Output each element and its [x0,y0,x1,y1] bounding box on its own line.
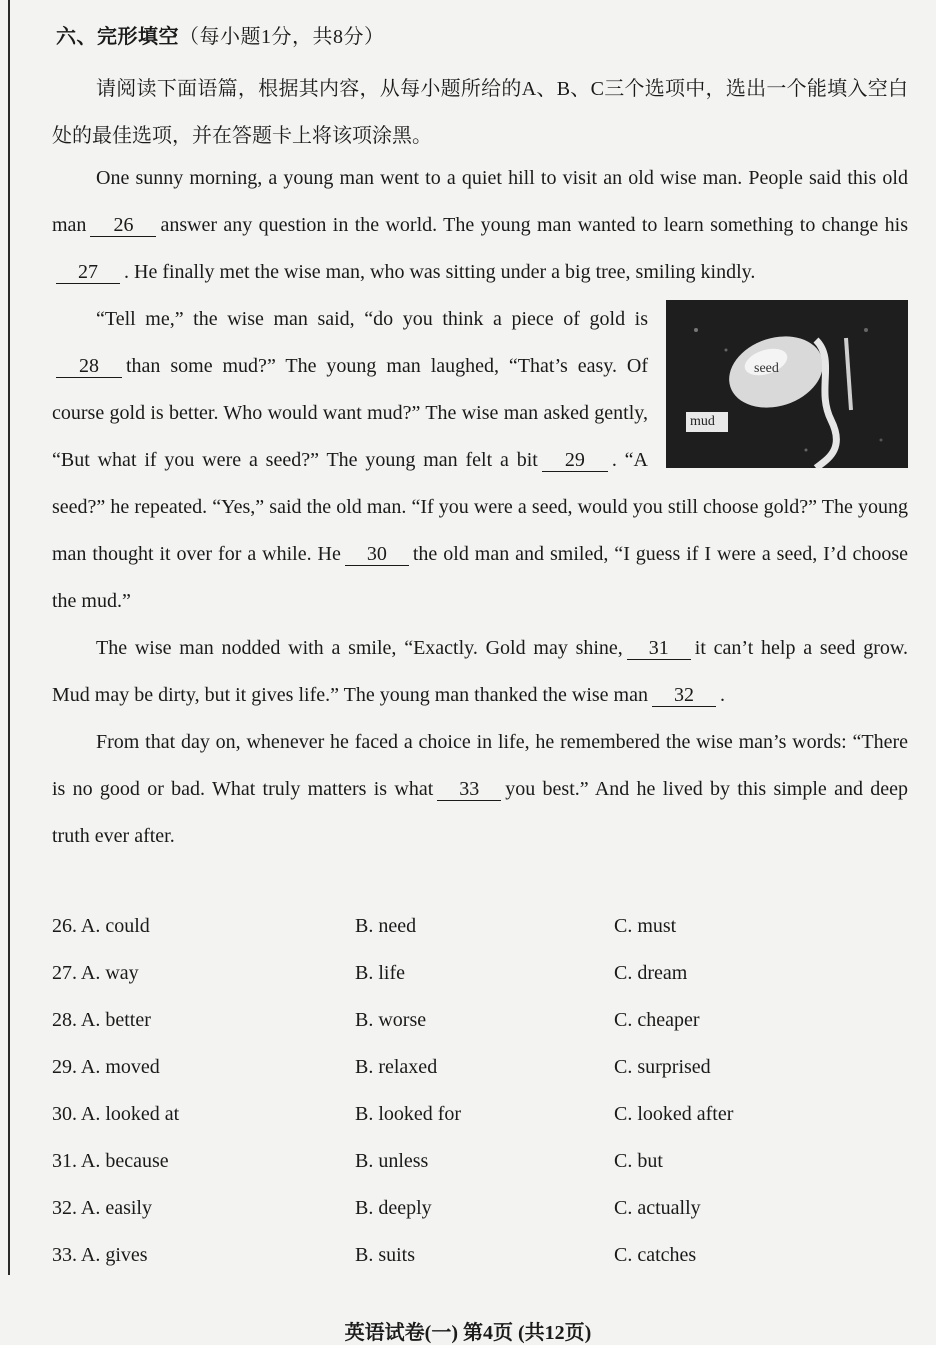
question-row [52,1234,908,1281]
option-b[interactable]: B. life [355,962,405,984]
passage-paragraph-3 [52,625,908,719]
option-c[interactable]: C. surprised [614,1056,711,1078]
option-a[interactable]: 27. A. way [52,962,139,984]
seed-mud-illustration [666,300,908,468]
option-a[interactable]: 28. A. better [52,1009,151,1031]
option-b[interactable]: B. unless [355,1150,429,1172]
passage-text: it can’t help a seed grow. Mud may be dirty, but it gives life.” The young man thanked the wise man [52,637,908,706]
option-a[interactable]: 33. A. gives [52,1244,148,1266]
option-b[interactable]: B. need [355,915,417,937]
section-heading [56,20,385,49]
seed-label: seed [754,361,779,376]
question-row [52,1187,908,1234]
option-a[interactable]: 26. A. could [52,915,150,937]
option-c[interactable]: C. actually [614,1197,701,1219]
passage-text: From that day on, whenever he faced a choice in life, he remembered the wise man’s words: “There is no good or bad. What truly matters is what [52,731,908,800]
blank-32[interactable]: 32 [652,684,716,707]
option-b[interactable]: B. relaxed [355,1056,438,1078]
section-score: （每小题1分，共8分） [179,26,385,48]
blank-27[interactable]: 27 [56,261,120,284]
question-row [52,1140,908,1187]
option-c[interactable]: C. dream [614,962,688,984]
passage-paragraph-2 [52,296,908,625]
passage-text: . “A seed?” he repeated. “Yes,” said the old man. “If you were a seed, would you still choose gold?” The young man thought it over for a while. He [52,449,908,565]
option-c[interactable]: C. cheaper [614,1009,700,1031]
question-options [52,905,908,1281]
blank-31[interactable]: 31 [627,637,691,660]
passage-text: The wise man nodded with a smile, “Exactly. Gold may shine, [96,637,623,659]
blank-30[interactable]: 30 [345,543,409,566]
passage-text: . [720,684,725,706]
passage-text: . He finally met the wise man, who was sitting under a big tree, smiling kindly. [124,261,756,283]
seed-mud-graphic [666,300,908,468]
option-b[interactable]: B. deeply [355,1197,432,1219]
option-c[interactable]: C. must [614,915,677,937]
instruction-text: 请阅读下面语篇，根据其内容，从每小题所给的A、B、C三个选项中，选出一个能填入空白处的最佳选项，并在答题卡上将该项涂黑。 [52,78,908,147]
passage-text: the old man and smiled, “I guess if I were a seed, I’d choose the mud.” [52,543,908,612]
passage-text: than some mud?” The young man laughed, “That’s easy. Of course gold is better. Who would want mud?” The wise man asked gently, “But what if you were a seed?” The young man felt a bit [52,355,648,471]
cloze-passage [52,155,908,860]
binding-margin-line [8,0,10,1275]
option-c[interactable]: C. but [614,1150,663,1172]
blank-29[interactable]: 29 [542,449,608,472]
option-a[interactable]: 32. A. easily [52,1197,152,1219]
option-b[interactable]: B. suits [355,1244,416,1266]
blank-28[interactable]: 28 [56,355,122,378]
option-a[interactable]: 30. A. looked at [52,1103,180,1125]
question-row [52,1093,908,1140]
section-title: 六、完形填空 [56,26,179,48]
option-c[interactable]: C. catches [614,1244,697,1266]
blank-26[interactable]: 26 [90,214,156,237]
option-a[interactable]: 31. A. because [52,1150,169,1172]
passage-paragraph-1 [52,155,908,296]
option-a[interactable]: 29. A. moved [52,1056,160,1078]
option-b[interactable]: B. looked for [355,1103,462,1125]
passage-paragraph-4 [52,719,908,860]
passage-text: “Tell me,” the wise man said, “do you think a piece of gold is [96,308,648,330]
blank-33[interactable]: 33 [437,778,501,801]
option-c[interactable]: C. looked after [614,1103,734,1125]
question-row [52,999,908,1046]
mud-label: mud [690,414,715,429]
passage-text: you best.” And he lived by this simple and deep truth ever after. [52,778,908,847]
option-b[interactable]: B. worse [355,1009,427,1031]
passage-text: answer any question in the world. The young man wanted to learn something to change his [160,214,908,236]
page-footer: 英语试卷(一) 第4页 (共12页) [344,1322,592,1344]
question-row [52,1046,908,1093]
question-row [52,952,908,999]
question-row [52,905,908,952]
passage-text: One sunny morning, a young man went to a quiet hill to visit an old wise man. People said this old man [52,167,908,236]
